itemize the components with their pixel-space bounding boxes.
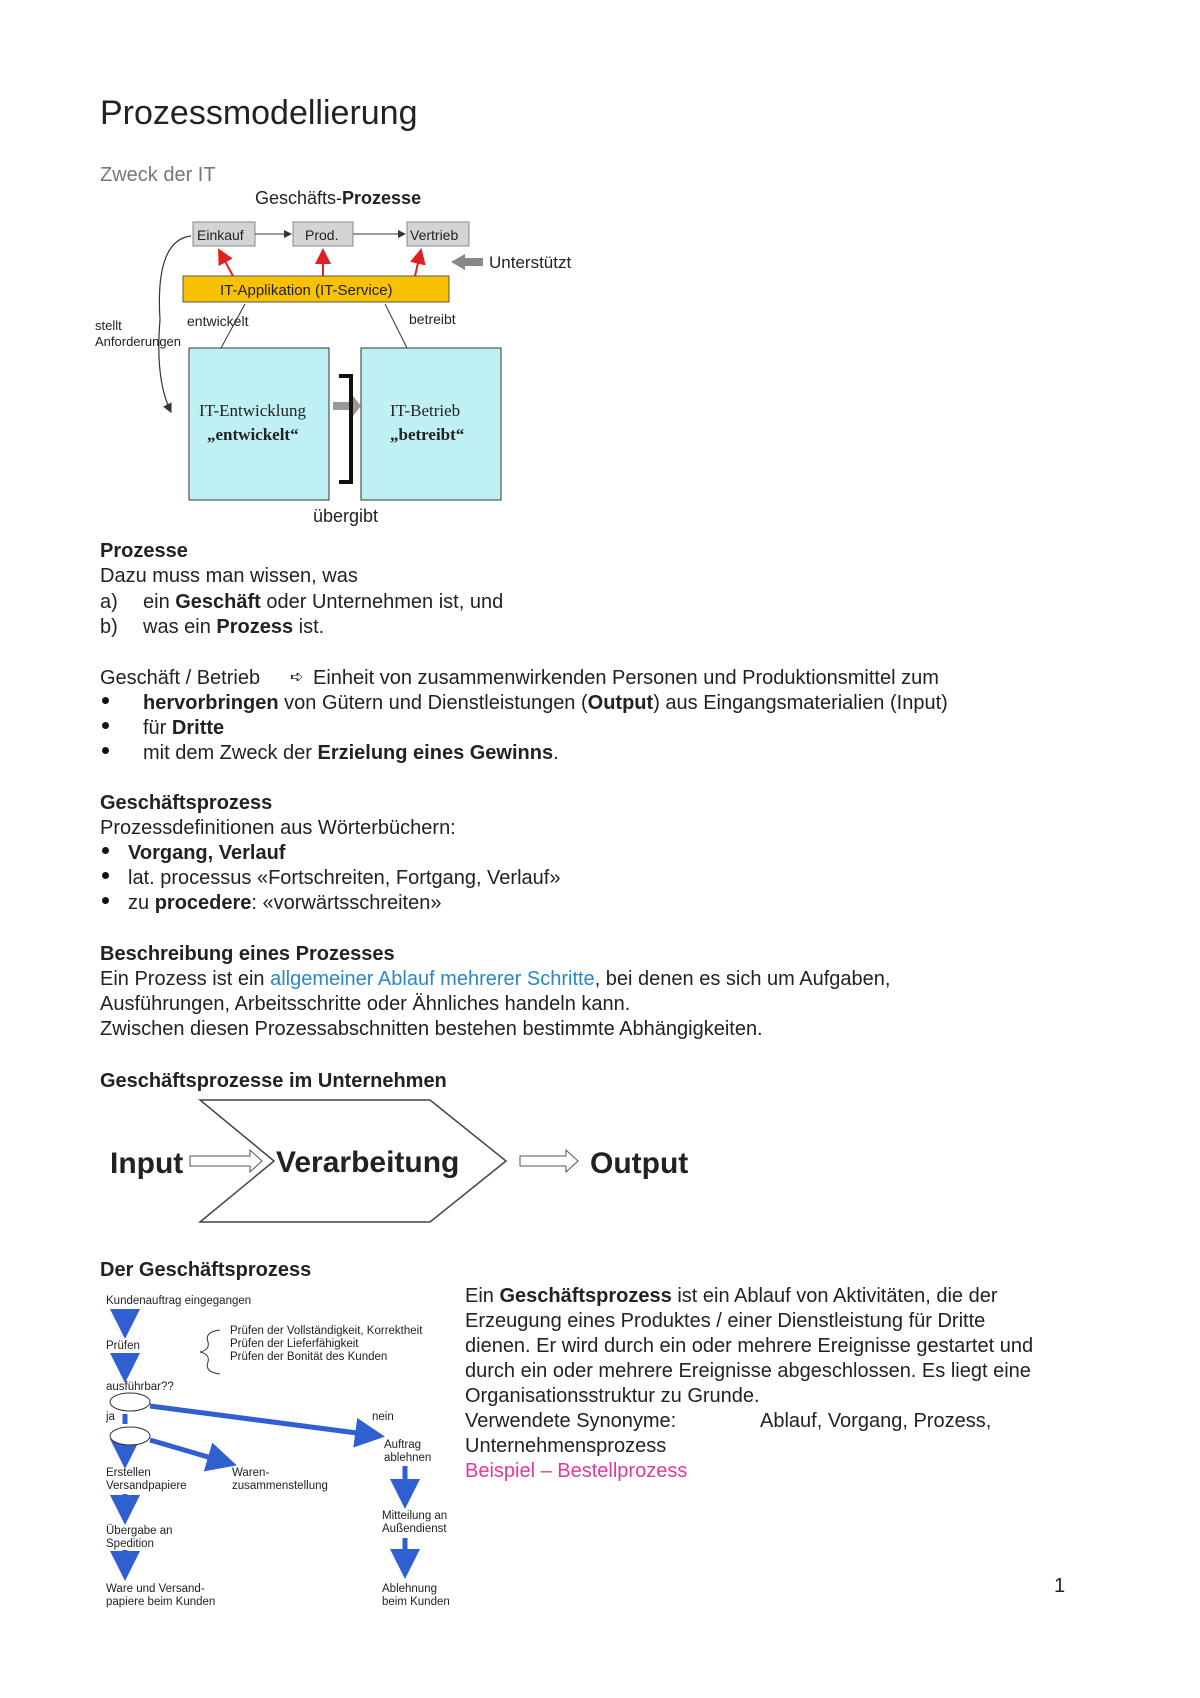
- flow-notify-2: Außendienst: [382, 1523, 447, 1535]
- der-gp-p3: dienen. Er wird durch ein oder mehrere Ereignisse gestartet und: [465, 1335, 1034, 1357]
- flow-check-1: Prüfen der Vollständigkeit, Korrektheit: [230, 1325, 423, 1337]
- flow-no: nein: [372, 1411, 394, 1423]
- supports-label: Unterstützt: [489, 253, 572, 272]
- it-diagram: [95, 180, 625, 535]
- flow-create-1: Erstellen: [106, 1467, 151, 1479]
- flow-check-3: Prüfen der Bonität des Kunden: [230, 1351, 388, 1363]
- develops-label: entwickelt: [187, 313, 249, 329]
- box-left-line-2: „entwickelt“: [207, 425, 299, 444]
- diagram-header: Geschäfts-Prozesse: [255, 188, 422, 208]
- processing-label: Verarbeitung: [276, 1146, 460, 1179]
- box-right-line-2: „betreibt“: [390, 425, 465, 444]
- der-gp-p5: Organisationsstruktur zu Grunde.: [465, 1385, 760, 1407]
- input-label: Input: [110, 1147, 184, 1180]
- page-title: Prozessmodellierung: [100, 94, 418, 132]
- handover-label: übergibt: [313, 506, 379, 526]
- box-it-betrieb: [361, 348, 501, 500]
- flow-create-2: Versandpapiere: [106, 1480, 187, 1492]
- der-gp-p1: Ein Geschäftsprozess ist ein Ablauf von Aktivitäten, die der: [465, 1285, 998, 1307]
- flow-reject-1: Auftrag: [384, 1439, 422, 1451]
- section-heading-prozesse: Prozesse: [100, 540, 188, 562]
- der-gp-p4: durch ein oder mehrere Ereignisse abgeschlossen. Es liegt eine: [465, 1360, 1031, 1382]
- bullet-icon: [102, 872, 109, 879]
- flow-feasible: ausführbar??: [106, 1381, 174, 1393]
- box-left-line-1: IT-Entwicklung: [199, 401, 307, 420]
- bullet-icon: [102, 847, 109, 854]
- flow-handover-1: Übergabe an: [106, 1525, 173, 1537]
- page-number: 1: [1054, 1575, 1066, 1597]
- flow-goods-1: Waren-: [232, 1467, 270, 1479]
- step-prod: Prod.: [305, 227, 339, 243]
- definition-term: Geschäft / Betrieb: [100, 667, 261, 689]
- flow-check: Prüfen: [106, 1340, 140, 1352]
- section-heading-geschaeftsprozess: Geschäftsprozess: [100, 792, 273, 814]
- list-item-a: ein Geschäft oder Unternehmen ist, und: [143, 591, 504, 613]
- list-item-b: was ein Prozess ist.: [143, 616, 325, 638]
- beschreibung-line-1: Ein Prozess ist ein allgemeiner Ablauf mehrerer Schritte, bei denen es sich um Aufgaben,: [100, 968, 891, 990]
- gp-bullet-1: Vorgang, Verlauf: [128, 842, 286, 864]
- flow-notify-1: Mitteilung an: [382, 1510, 448, 1522]
- flow-check-2: Prüfen der Lieferfähigkeit: [230, 1338, 359, 1350]
- operates-label: betreibt: [409, 311, 456, 327]
- gp-bullet-2: lat. processus «Fortschreiten, Fortgang, Verlauf»: [128, 867, 561, 889]
- flow-reject-2: ablehnen: [384, 1452, 432, 1464]
- bullet-icon: [102, 697, 109, 704]
- arrow-icon: ➪: [290, 669, 304, 686]
- flow-start: Kundenauftrag eingegangen: [106, 1295, 252, 1307]
- flow-end-2: papiere beim Kunden: [106, 1596, 216, 1608]
- output-arrow-icon: [520, 1150, 578, 1172]
- der-gp-p2: Erzeugung eines Produktes / einer Dienstleistung für Dritte: [465, 1310, 986, 1332]
- order-flow-diagram: [100, 1290, 460, 1620]
- bullet-icon: [102, 722, 109, 729]
- step-einkauf: Einkauf: [197, 227, 244, 243]
- definition-text: Einheit von zusammenwirkenden Personen und Produktionsmittel zum: [313, 667, 939, 689]
- flow-handover-2: Spedition: [106, 1538, 154, 1550]
- output-label: Output: [590, 1147, 689, 1180]
- process-link[interactable]: allgemeiner Ablauf mehrerer Schritte: [270, 968, 595, 990]
- flow-yes: ja: [106, 1411, 115, 1423]
- flow-end-1: Ware und Versand-: [106, 1583, 205, 1595]
- prozesse-intro: Dazu muss man wissen, was: [100, 565, 358, 587]
- section-heading-unternehmen: Geschäftsprozesse im Unternehmen: [100, 1070, 447, 1092]
- left-label-1: stellt: [95, 318, 122, 333]
- input-output-diagram: [100, 1092, 720, 1230]
- synonyms-label: Verwendete Synonyme:: [465, 1410, 677, 1432]
- list-marker-b: b): [100, 616, 118, 638]
- example-link[interactable]: Beispiel – Bestellprozess: [465, 1460, 688, 1482]
- geschaeft-bullet-1: hervorbringen von Gütern und Dienstleistungen (Output) aus Eingangsmaterialien (Input): [143, 692, 948, 714]
- flow-rejection-2: beim Kunden: [382, 1596, 450, 1608]
- geschaeftsprozess-intro: Prozessdefinitionen aus Wörterbüchern:: [100, 817, 456, 839]
- beschreibung-line-3: Zwischen diesen Prozessabschnitten bestehen bestimmte Abhängigkeiten.: [100, 1018, 763, 1040]
- box-right-line-1: IT-Betrieb: [390, 401, 461, 420]
- subtitle: Zweck der IT: [100, 164, 216, 186]
- list-marker-a: a): [100, 591, 118, 613]
- geschaeft-bullet-2: für Dritte: [143, 717, 225, 739]
- section-heading-beschreibung: Beschreibung eines Prozesses: [100, 943, 395, 965]
- left-label-2: Anforderungen: [95, 334, 182, 349]
- bullet-icon: [102, 747, 109, 754]
- flow-goods-2: zusammenstellung: [232, 1480, 328, 1492]
- box-it-entwicklung: [189, 348, 329, 500]
- supports-arrow-icon: [451, 254, 483, 270]
- application-label: IT-Applikation (IT-Service): [220, 282, 393, 299]
- step-vertrieb: Vertrieb: [410, 227, 459, 243]
- synonyms-values: Ablauf, Vorgang, Prozess,: [760, 1410, 992, 1432]
- bullet-icon: [102, 897, 109, 904]
- beschreibung-line-2: Ausführungen, Arbeitsschritte oder Ähnliches handeln kann.: [100, 993, 631, 1015]
- synonyms-cont: Unternehmensprozess: [465, 1435, 667, 1457]
- flow-rejection-1: Ablehnung: [382, 1583, 437, 1595]
- section-heading-der-gp: Der Geschäftsprozess: [100, 1259, 312, 1281]
- geschaeft-bullet-3: mit dem Zweck der Erzielung eines Gewinns.: [143, 742, 559, 764]
- gp-bullet-3: zu procedere: «vorwärtsschreiten»: [128, 892, 442, 914]
